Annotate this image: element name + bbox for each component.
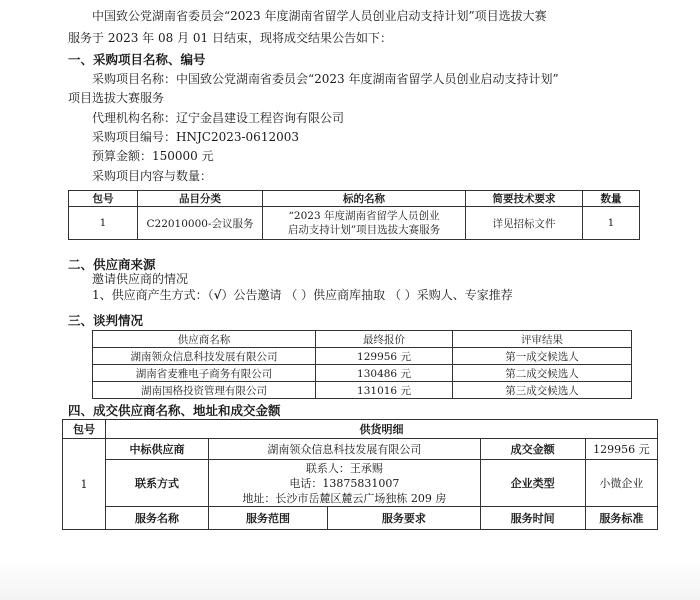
table-row [93, 382, 632, 399]
service-header-scope: 服务范围 [209, 507, 328, 530]
section-4-heading: 四、成交供应商名称、地址和成交金额 [68, 403, 281, 418]
table-row [63, 439, 658, 460]
subject-line-2: 启动支持计划”项目选拔大赛服务 [287, 224, 441, 236]
company-type-label: 企业类型 [480, 460, 585, 507]
company-type-value: 小微企业 [585, 460, 657, 507]
cell-result: 第一成交候选人 [453, 348, 632, 365]
cell-quantity: 1 [583, 207, 640, 240]
table-row [93, 365, 632, 382]
negotiation-table [92, 330, 632, 399]
col-header-quantity: 数量 [583, 191, 640, 207]
budget-amount: 预算金额：150000 元 [92, 149, 214, 163]
col-header-result: 评审结果 [453, 331, 632, 348]
col-header-requirement: 简要技术要求 [466, 191, 583, 207]
contact-address: 地址：长沙市岳麓区麓云广场独栋 209 房 [242, 491, 447, 505]
cell-price: 130486 元 [316, 365, 453, 382]
subject-line-1: “2023 年度湖南省留学人员创业 [288, 210, 440, 222]
intro-line-1: 中国致公党湖南省委员会“2023 年度湖南省留学人员创业启动支持计划”项目选拔大赛 [92, 9, 547, 23]
contact-label: 联系方式 [106, 460, 209, 507]
winner-table [62, 419, 658, 530]
cell-result: 第三成交候选人 [453, 382, 632, 399]
method-prefix: 1、供应商产生方式：（ [92, 288, 214, 302]
winner-name: 湖南领众信息科技发展有限公司 [209, 439, 481, 460]
cell-package: 1 [69, 207, 138, 240]
table-row [69, 207, 640, 240]
agency-name: 代理机构名称：辽宁金昌建设工程咨询有限公司 [92, 111, 345, 125]
table-header-row [69, 191, 640, 207]
table-row [63, 507, 658, 530]
cell-supplier: 湖南领众信息科技发展有限公司 [93, 348, 316, 365]
col-header-package: 包号 [63, 420, 106, 439]
table-header-row [63, 420, 658, 439]
col-header-supplier: 供应商名称 [93, 331, 316, 348]
service-header-name: 服务名称 [106, 507, 209, 530]
invite-label: 邀请供应商的情况 [92, 272, 189, 286]
method-options: ）公告邀请 （ ）供应商库抽取 （ ）采购人、专家推荐 [221, 288, 513, 302]
project-name-line-1: 采购项目名称：中国致公党湖南省委员会“2023 年度湖南省留学人员创业启动支持计划” [92, 72, 559, 86]
cell-price: 129956 元 [316, 348, 453, 365]
page-bottom-shadow [0, 560, 700, 600]
cell-requirement: 详见招标文件 [466, 207, 583, 240]
cell-result: 第二成交候选人 [453, 365, 632, 382]
project-content-table [68, 190, 640, 240]
contact-person: 联系人：王承赐 [305, 461, 383, 475]
amount-value: 129956 元 [585, 439, 657, 460]
section-2-heading: 二、供应商来源 [68, 257, 156, 272]
table-row [93, 348, 632, 365]
service-header-standard: 服务标准 [585, 507, 657, 530]
col-header-category: 品目分类 [138, 191, 263, 207]
col-header-detail: 供货明细 [106, 420, 658, 439]
col-header-price: 最终报价 [316, 331, 453, 348]
check-mark-icon: √ [213, 288, 222, 302]
table-header-row [93, 331, 632, 348]
table-row [63, 460, 658, 507]
cell-package: 1 [63, 439, 106, 530]
cell-price: 131016 元 [316, 382, 453, 399]
project-number: 采购项目编号：HNJC2023-0612003 [92, 130, 299, 144]
section-1-heading: 一、采购项目名称、编号 [68, 52, 206, 67]
project-name-line-2: 项目选拔大赛服务 [68, 91, 165, 105]
col-header-subject: 标的名称 [263, 191, 466, 207]
cell-supplier: 湖南国格投资管理有限公司 [93, 382, 316, 399]
content-label: 采购项目内容与数量： [92, 169, 213, 183]
cell-supplier: 湖南省麦雅电子商务有限公司 [93, 365, 316, 382]
intro-line-2: 服务于 2023 年 08 月 01 日结束，现将成交结果公告如下： [68, 31, 392, 45]
service-header-requirement: 服务要求 [328, 507, 481, 530]
col-header-package: 包号 [69, 191, 138, 207]
contact-phone: 电话：13875831007 [289, 476, 400, 490]
cell-category: C22010000-会议服务 [138, 207, 263, 240]
amount-label: 成交金额 [480, 439, 585, 460]
supplier-method [92, 287, 513, 303]
cell-subject [263, 207, 466, 240]
contact-details [209, 460, 481, 507]
service-header-time: 服务时间 [480, 507, 585, 530]
section-3-heading: 三、谈判情况 [68, 313, 144, 328]
winner-label: 中标供应商 [106, 439, 209, 460]
